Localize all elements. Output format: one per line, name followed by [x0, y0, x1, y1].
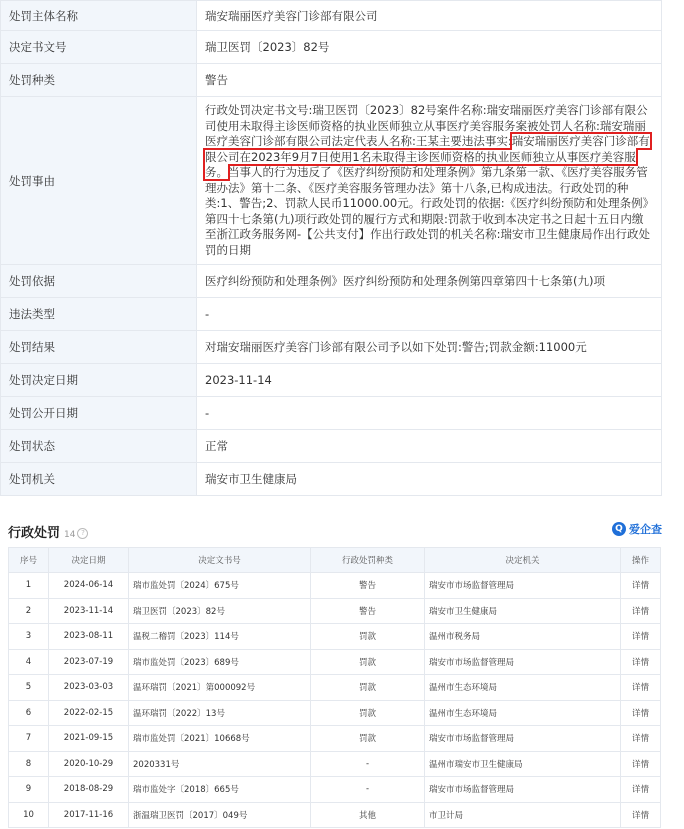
penalty-type: 其他	[311, 802, 425, 828]
authority: 瑞安市市场监督管理局	[425, 726, 621, 752]
document-number: 2020331号	[129, 751, 311, 777]
detail-label: 处罚结果	[1, 331, 197, 364]
authority: 温州市瑞安市卫生健康局	[425, 751, 621, 777]
authority: 瑞安市市场监督管理局	[425, 649, 621, 675]
decision-date: 2017-11-16	[49, 802, 129, 828]
decision-date: 2023-03-03	[49, 675, 129, 701]
detail-link[interactable]: 详情	[621, 624, 661, 650]
table-row	[9, 598, 661, 624]
detail-link[interactable]: 详情	[621, 802, 661, 828]
document-number: 瑞市监处罚〔2023〕689号	[129, 649, 311, 675]
penalty-type: -	[311, 777, 425, 803]
penalty-type: 罚款	[311, 675, 425, 701]
document-number: 温环瑞罚〔2022〕13号	[129, 700, 311, 726]
penalty-type: 罚款	[311, 624, 425, 650]
authority: 瑞安市市场监督管理局	[425, 777, 621, 803]
decision-date: 2018-08-29	[49, 777, 129, 803]
table-row	[9, 649, 661, 675]
record-count: 14	[64, 530, 76, 540]
detail-row	[1, 97, 662, 265]
column-header: 决定文书号	[129, 548, 311, 573]
detail-row	[1, 463, 662, 496]
detail-link[interactable]: 详情	[621, 598, 661, 624]
penalty-type: 警告	[311, 573, 425, 599]
row-index: 5	[9, 675, 49, 701]
penalty-type: -	[311, 751, 425, 777]
brand-q-icon: Q	[612, 522, 626, 536]
row-index: 9	[9, 777, 49, 803]
detail-value	[197, 97, 662, 265]
detail-label: 决定书文号	[1, 31, 197, 64]
detail-label: 处罚机关	[1, 463, 197, 496]
detail-label: 处罚主体名称	[1, 1, 197, 31]
document-number: 瑞卫医罚〔2023〕82号	[129, 598, 311, 624]
reason-text-continued: 当事人的行为违反了《医疗纠纷预防和处理条例》第九条第一款、《医疗美容服务管理办法》第十二条、《医疗美容服务管理办法》第十八条,已构成违法。行政处罚的种类:1、警告;2、罚款人民币11000.00元。行政处罚的依据:《医疗纠纷预防和处理条例》第四十七条第(九)项行政处罚的履行方式和期限:罚款于收到本决定书之日起十五日内缴至浙江政务服务网-【公共支付】作出行政处罚的机关名称:瑞安市卫生健康局作出行政处罚的日期	[205, 165, 651, 257]
authority: 市卫计局	[425, 802, 621, 828]
detail-row	[1, 298, 662, 331]
detail-link[interactable]: 详情	[621, 573, 661, 599]
table-row	[9, 675, 661, 701]
detail-value: 瑞安瑞丽医疗美容门诊部有限公司	[197, 1, 662, 31]
detail-value: 医疗纠纷预防和处理条例》医疗纠纷预防和处理条例第四章第四十七条第(九)项	[197, 265, 662, 298]
decision-date: 2024-06-14	[49, 573, 129, 599]
help-icon[interactable]: ?	[77, 528, 88, 539]
column-header: 操作	[621, 548, 661, 573]
row-index: 6	[9, 700, 49, 726]
detail-row	[1, 265, 662, 298]
detail-label: 处罚决定日期	[1, 364, 197, 397]
reason-text: 行政处罚决定书文号:瑞卫医罚〔2023〕82号案件名称:瑞安瑞丽医疗美容门诊部有限公司使用未取得主诊医师资格的执业医师独立从事医疗美容服务案被处罚人名称:瑞安瑞丽医疗美容门诊部有限公司法定代表人名称:王某主要违法事实:	[205, 103, 648, 148]
brand-name: 爱企查	[629, 523, 662, 536]
detail-row	[1, 430, 662, 463]
detail-value: -	[197, 397, 662, 430]
detail-link[interactable]: 详情	[621, 751, 661, 777]
detail-label: 处罚依据	[1, 265, 197, 298]
decision-date: 2023-08-11	[49, 624, 129, 650]
row-index: 3	[9, 624, 49, 650]
detail-value: 正常	[197, 430, 662, 463]
row-index: 4	[9, 649, 49, 675]
authority: 温州市生态环境局	[425, 700, 621, 726]
authority: 温州市税务局	[425, 624, 621, 650]
penalty-type: 罚款	[311, 700, 425, 726]
detail-link[interactable]: 详情	[621, 726, 661, 752]
detail-value: -	[197, 298, 662, 331]
document-number: 温环瑞罚〔2021〕第000092号	[129, 675, 311, 701]
table-row	[9, 573, 661, 599]
detail-value: 对瑞安瑞丽医疗美容门诊部有限公司予以如下处罚:警告;罚款金额:11000元	[197, 331, 662, 364]
detail-row	[1, 31, 662, 64]
decision-date: 2022-02-15	[49, 700, 129, 726]
row-index: 7	[9, 726, 49, 752]
section-title	[8, 522, 88, 541]
detail-link[interactable]: 详情	[621, 675, 661, 701]
detail-row	[1, 331, 662, 364]
brand-logo	[612, 521, 662, 537]
column-header: 决定日期	[49, 548, 129, 573]
table-row	[9, 624, 661, 650]
table-row	[9, 751, 661, 777]
detail-label: 处罚公开日期	[1, 397, 197, 430]
decision-date: 2023-07-19	[49, 649, 129, 675]
detail-label: 处罚状态	[1, 430, 197, 463]
detail-label: 处罚种类	[1, 64, 197, 97]
row-index: 1	[9, 573, 49, 599]
decision-date: 2020-10-29	[49, 751, 129, 777]
row-index: 2	[9, 598, 49, 624]
penalty-type: 罚款	[311, 726, 425, 752]
penalty-list-table	[8, 547, 661, 828]
detail-label: 违法类型	[1, 298, 197, 331]
section-title-text: 行政处罚	[8, 526, 61, 541]
authority: 温州市生态环境局	[425, 675, 621, 701]
authority: 瑞安市市场监督管理局	[425, 573, 621, 599]
decision-date: 2021-09-15	[49, 726, 129, 752]
table-row	[9, 802, 661, 828]
column-header: 行政处罚种类	[311, 548, 425, 573]
detail-row	[1, 64, 662, 97]
column-header: 决定机关	[425, 548, 621, 573]
detail-value: 警告	[197, 64, 662, 97]
row-index: 8	[9, 751, 49, 777]
table-row	[9, 777, 661, 803]
detail-link[interactable]: 详情	[621, 777, 661, 803]
detail-link[interactable]: 详情	[621, 649, 661, 675]
table-row	[9, 700, 661, 726]
detail-value: 2023-11-14	[197, 364, 662, 397]
document-number: 瑞市监处罚〔2024〕675号	[129, 573, 311, 599]
highlighted-violation-fact: 瑞安瑞丽医疗美容门诊部有限公司在2023年9月7日使用1名未取得主诊医师资格的执业医师独立从事医疗美容服务。	[205, 134, 650, 179]
document-number: 浙温瑞卫医罚〔2017〕049号	[129, 802, 311, 828]
authority: 瑞安市卫生健康局	[425, 598, 621, 624]
penalty-type: 警告	[311, 598, 425, 624]
detail-row	[1, 364, 662, 397]
detail-label: 处罚事由	[1, 97, 197, 265]
row-index: 10	[9, 802, 49, 828]
table-row	[9, 726, 661, 752]
detail-row	[1, 1, 662, 31]
detail-value: 瑞安市卫生健康局	[197, 463, 662, 496]
document-number: 温税二稽罚〔2023〕114号	[129, 624, 311, 650]
document-number: 瑞市监处字〔2018〕665号	[129, 777, 311, 803]
detail-value: 瑞卫医罚〔2023〕82号	[197, 31, 662, 64]
document-number: 瑞市监处罚〔2021〕10668号	[129, 726, 311, 752]
decision-date: 2023-11-14	[49, 598, 129, 624]
column-header: 序号	[9, 548, 49, 573]
detail-row	[1, 397, 662, 430]
penalty-type: 罚款	[311, 649, 425, 675]
detail-link[interactable]: 详情	[621, 700, 661, 726]
